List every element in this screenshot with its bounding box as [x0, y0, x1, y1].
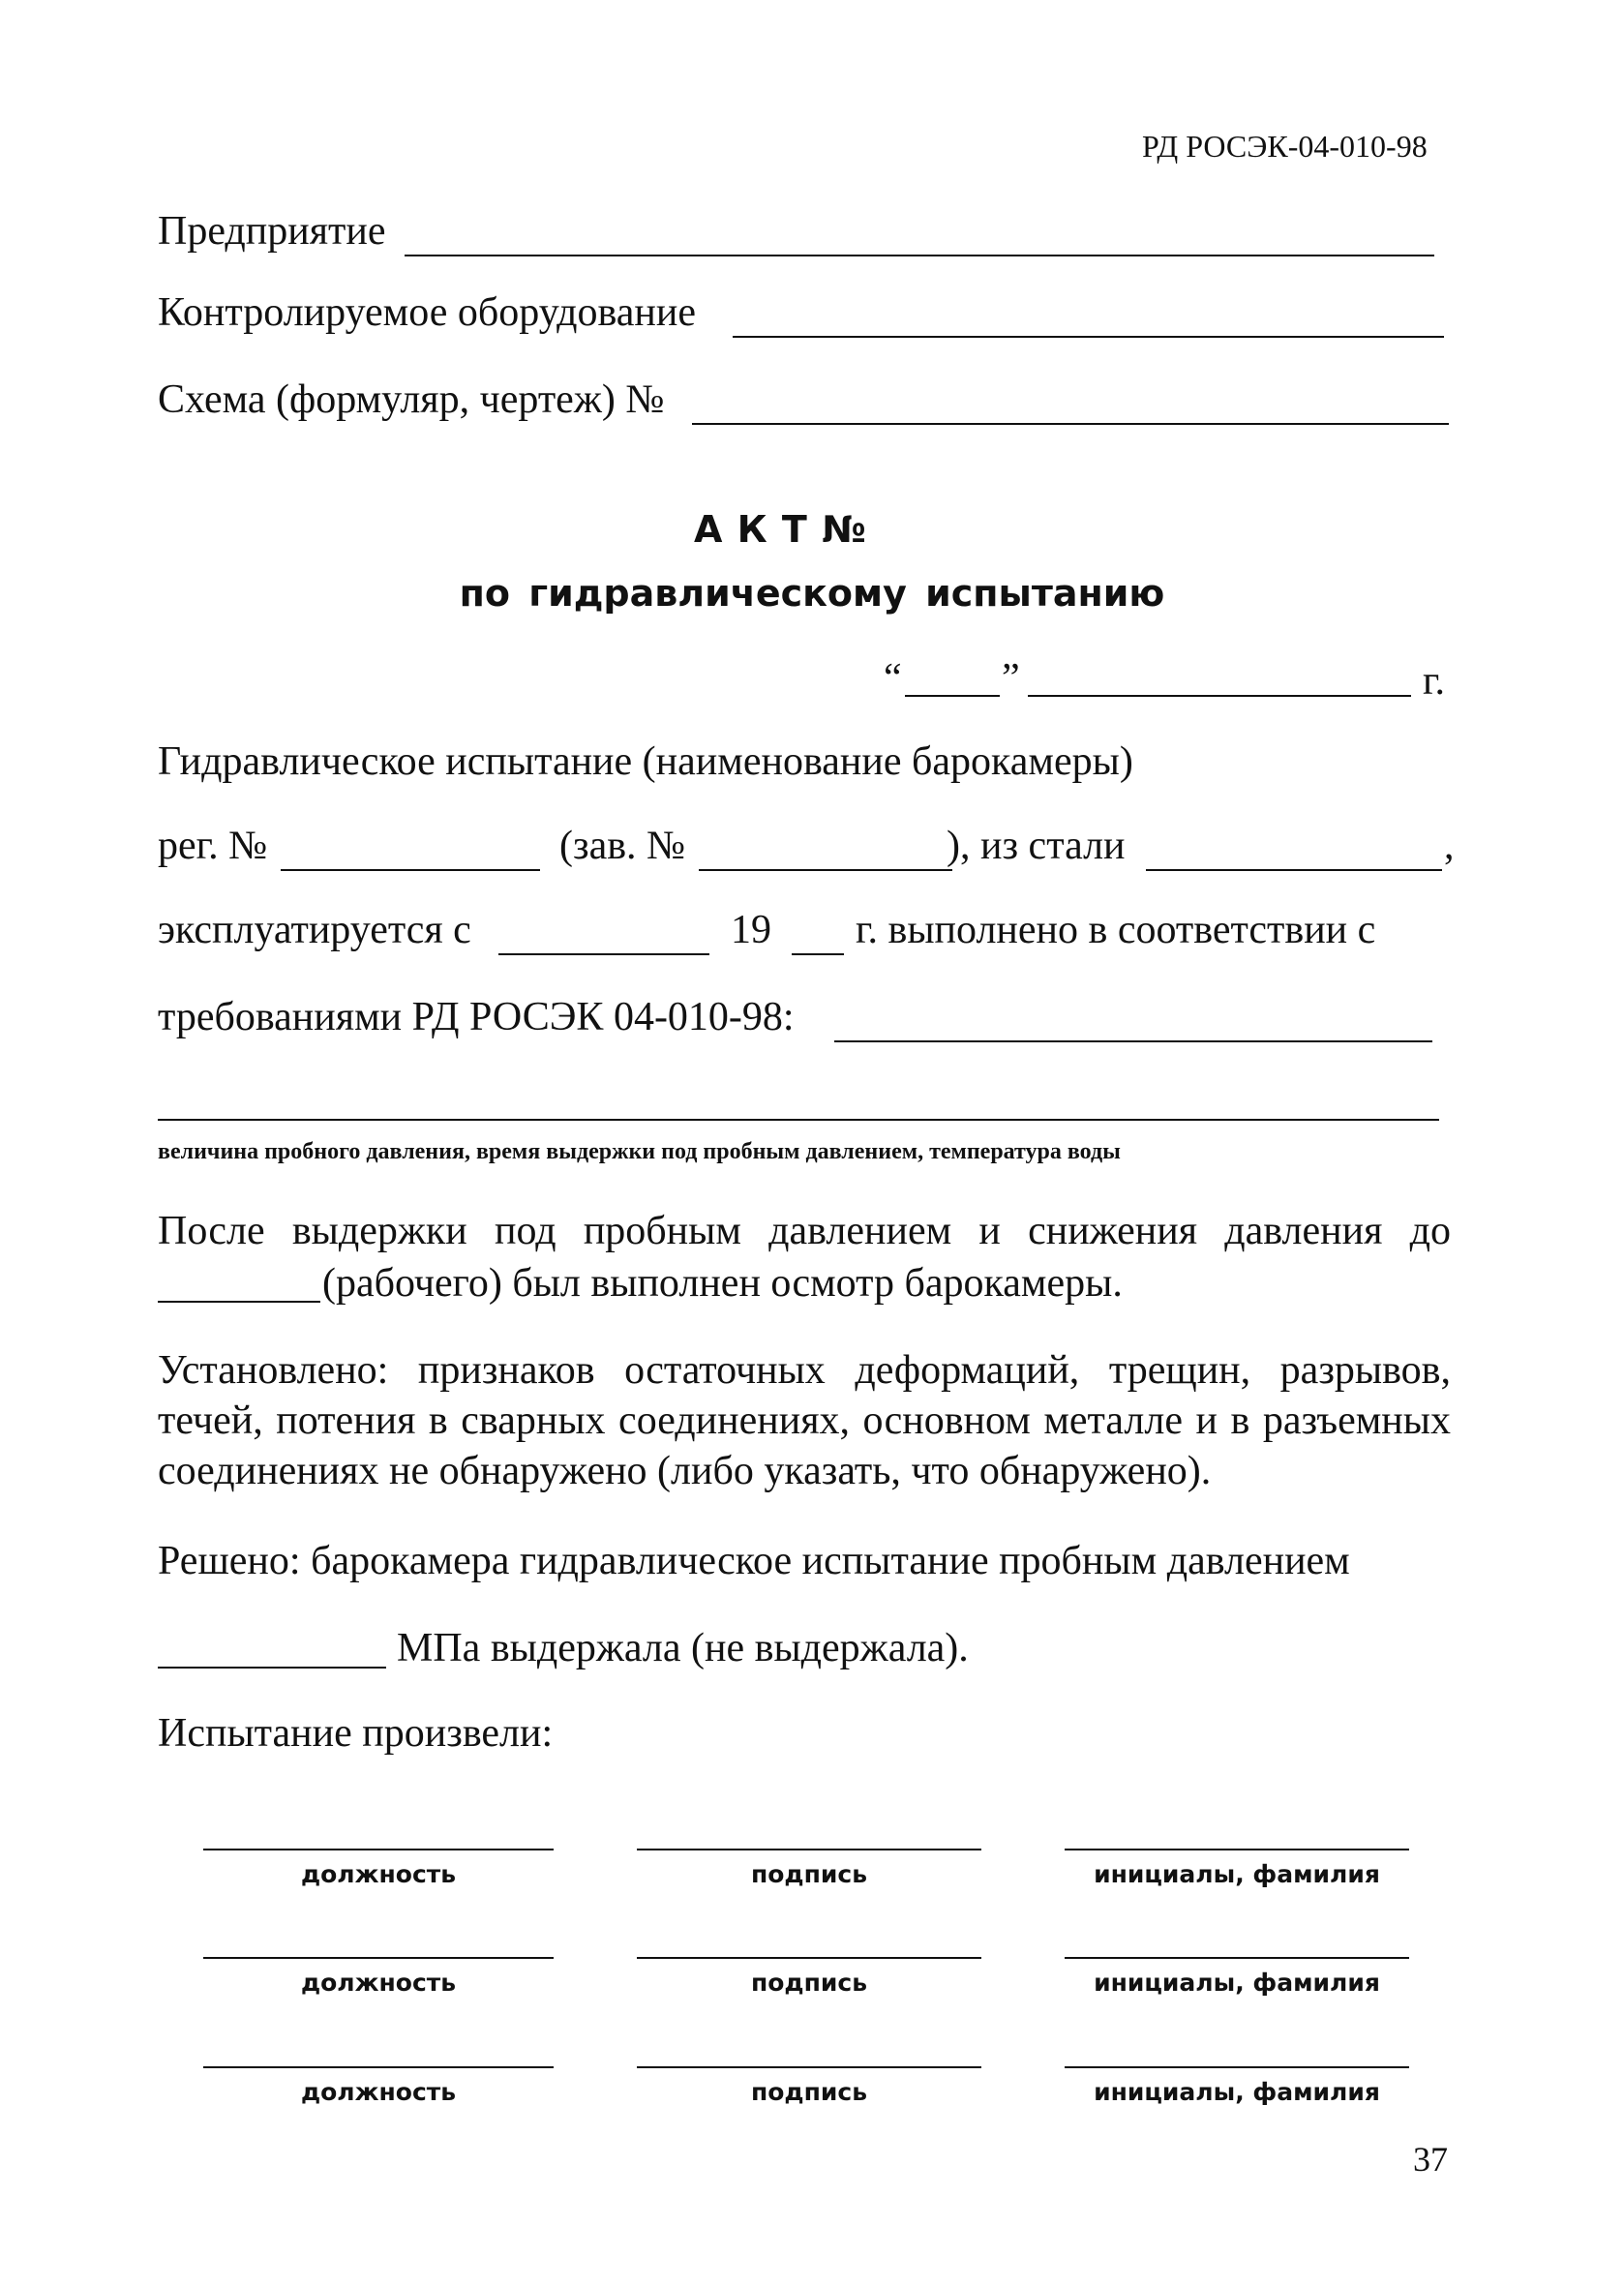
date-day-field[interactable]	[905, 695, 1000, 697]
signature-line-2[interactable]	[637, 1957, 981, 1959]
test-parameters-caption: величина пробного давления, время выдержки под пробным давлением, температура воды	[158, 1139, 1121, 1164]
inspection-text: (рабочего) был выполнен осмотр барокамеры.	[322, 1261, 1123, 1306]
scheme-label: Схема (формуляр, чертеж) №	[158, 377, 665, 422]
date-month-year-field[interactable]	[1028, 695, 1411, 697]
reg-line-comma: ,	[1444, 824, 1455, 868]
reg-number-field[interactable]	[281, 869, 540, 871]
signature-caption-3: подпись	[750, 2078, 868, 2106]
operated-label: эксплуатируется с	[158, 908, 471, 952]
operated-since-field[interactable]	[498, 953, 709, 955]
decision-text: Решено: барокамера гидравлическое испытание пробным давлением	[158, 1539, 1350, 1583]
signature-line-1[interactable]	[637, 1849, 981, 1850]
enterprise-label: Предприятие	[158, 209, 386, 254]
name-caption-3: инициалы, фамилия	[1094, 2078, 1380, 2106]
signature-caption-1: подпись	[750, 1860, 868, 1888]
act-subtitle: по гидравлическому испытанию	[459, 572, 1165, 615]
zav-label: (зав. №	[559, 824, 686, 868]
signature-line-3[interactable]	[637, 2066, 981, 2068]
name-line-3[interactable]	[1065, 2066, 1409, 2068]
performed-label: Испытание произвели:	[158, 1711, 554, 1756]
date-close-quote: ”	[1002, 656, 1020, 701]
test-pressure-field[interactable]	[158, 1667, 386, 1669]
name-line-1[interactable]	[1065, 1849, 1409, 1850]
position-line-2[interactable]	[203, 1957, 554, 1959]
name-caption-2: инициалы, фамилия	[1094, 1969, 1380, 1997]
mpa-result-text: МПа выдержала (не выдержала).	[397, 1626, 969, 1670]
steel-field[interactable]	[1146, 869, 1442, 871]
position-line-1[interactable]	[203, 1849, 554, 1850]
enterprise-field[interactable]	[405, 255, 1434, 256]
year-field[interactable]	[792, 953, 844, 955]
steel-label: ), из стали	[947, 824, 1126, 868]
reg-label: рег. №	[158, 824, 268, 868]
done-label: г. выполнено в соответствии с	[856, 908, 1376, 952]
act-title: А К Т №	[694, 508, 866, 551]
position-caption-3: должность	[300, 2078, 457, 2106]
name-line-2[interactable]	[1065, 1957, 1409, 1959]
test-intro: Гидравлическое испытание (наименование барокамеры)	[158, 739, 1133, 784]
after-holding-text: После выдержки под пробным давлением и снижения давления до	[158, 1209, 1451, 1253]
equipment-label: Контролируемое оборудование	[158, 290, 696, 335]
signature-caption-2: подпись	[750, 1969, 868, 1997]
name-caption-1: инициалы, фамилия	[1094, 1860, 1380, 1888]
zav-number-field[interactable]	[699, 869, 952, 871]
year-prefix: 19	[731, 908, 771, 952]
established-paragraph: Установлено: признаков остаточных деформаций, трещин, разрывов, течей, потения в сварных соединениях, основном металле и в разъемных соединениях не обнаружено (либо указать, что обнаружено).	[158, 1348, 1451, 1493]
document-code: РД РОСЭК-04-010-98	[1142, 129, 1428, 164]
position-caption-2: должность	[300, 1969, 457, 1997]
position-caption-1: должность	[300, 1860, 457, 1888]
position-line-3[interactable]	[203, 2066, 554, 2068]
requirements-label: требованиями РД РОСЭК 04-010-98:	[158, 995, 795, 1039]
date-open-quote: “	[884, 656, 902, 701]
requirements-field[interactable]	[834, 1040, 1432, 1042]
year-suffix: г.	[1423, 659, 1445, 704]
page-number: 37	[1413, 2140, 1448, 2179]
test-parameters-field[interactable]	[158, 1119, 1439, 1121]
scheme-field[interactable]	[692, 423, 1449, 425]
working-pressure-field[interactable]	[158, 1301, 320, 1303]
equipment-field[interactable]	[733, 336, 1444, 338]
